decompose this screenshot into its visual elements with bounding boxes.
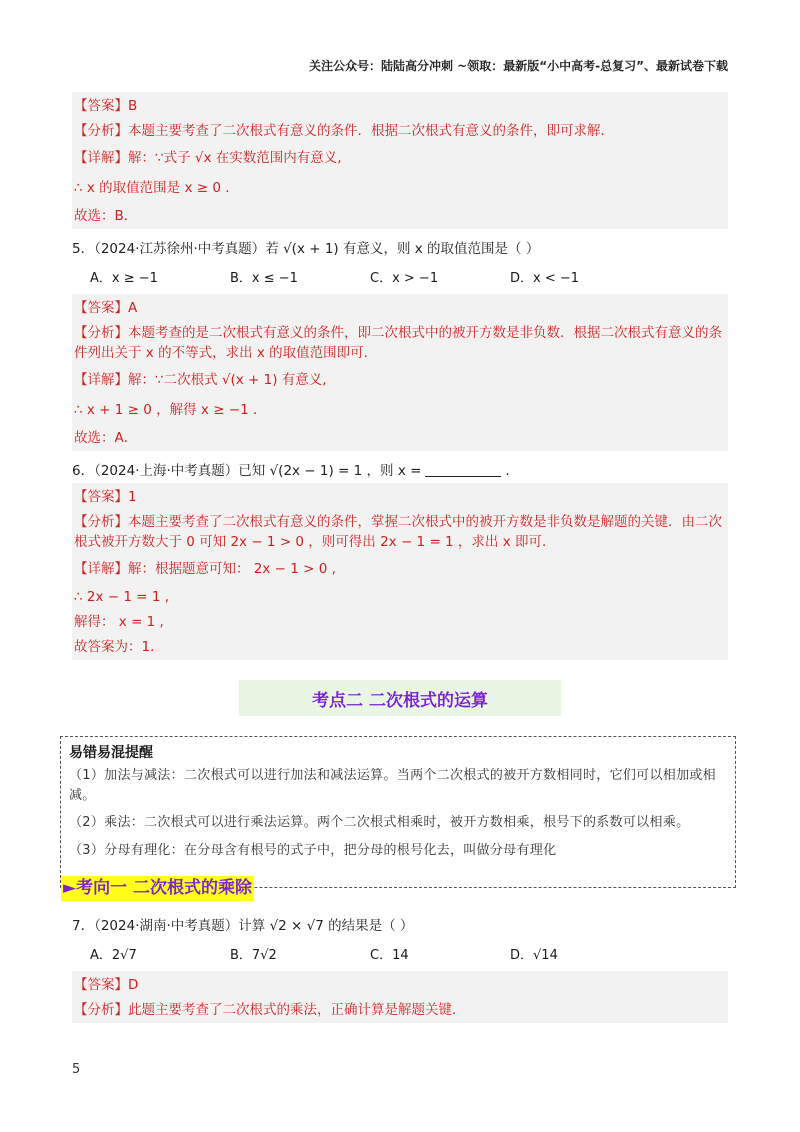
- option-d: D．√14: [510, 948, 558, 964]
- question-6: [72, 455, 728, 483]
- answer-blank: [425, 462, 501, 477]
- therefore-text: ∴ x 的取值范围是 x ≥ 0 ．: [74, 180, 239, 197]
- question-5-options: [90, 267, 728, 286]
- answer-block-7: [72, 971, 728, 1023]
- page-number: 5: [72, 1062, 81, 1077]
- question-6-stem: 6．（2024·上海·中考真题）已知 √(2x − 1) = 1 ，则 x =: [72, 463, 422, 480]
- choose-text: 故选：B．: [74, 207, 138, 224]
- focus-title: ►考向一 二次根式的乘除: [61, 876, 254, 902]
- option-a: A．x ≥ −1: [90, 271, 158, 286]
- therefore-text: ∴ x + 1 ≥ 0 ，解得 x ≥ −1 ．: [74, 402, 267, 419]
- detail-text: 【详解】解：∵二次根式 √(x + 1) 有意义,: [74, 372, 327, 389]
- choose-text: 故选：A．: [74, 429, 138, 446]
- option-b: B．x ≤ −1: [230, 271, 298, 286]
- analysis-text: 【分析】本题主要考查了二次根式有意义的条件，掌握二次根式中的被开方数是非负数是解题的关键．由二次根式被开方数大于 0 可知 2x − 1 > 0 ，则可得出 2x − 1 = 1 ，求出 x 即可．: [74, 514, 722, 550]
- question-7-options: [90, 944, 728, 963]
- answer-block-5: [72, 294, 728, 451]
- analysis-text: 【分析】此题主要考查了二次根式的乘法，正确计算是解题关键．: [74, 1001, 466, 1018]
- detail-text: 【详解】解：根据题意可知： 2x − 1 > 0 ,: [74, 561, 336, 578]
- answer-label: 【答案】D: [74, 976, 139, 993]
- tips-title: 易错易混提醒: [69, 745, 153, 762]
- therefore-text: ∴ 2x − 1 = 1 ,: [74, 588, 170, 605]
- answer-block-6: [72, 483, 728, 660]
- question-6-end: ．: [505, 463, 519, 480]
- option-d: D．x < −1: [510, 271, 580, 286]
- section-title: 考点二 二次根式的运算: [239, 680, 561, 716]
- option-b: B．7√2: [230, 948, 277, 964]
- tip-2: （2）乘法：二次根式可以进行乘法运算。两个二次根式相乘时，被开方数相乘，根号下的系数可以相乘。: [69, 815, 690, 831]
- option-c: C．14: [370, 948, 409, 964]
- answer-label: 【答案】A: [74, 299, 138, 316]
- question-7: 7．（2024·湖南·中考真题）计算 √2 × √7 的结果是（ ）: [72, 918, 414, 935]
- tip-3: （3）分母有理化：在分母含有根号的式子中，把分母的根号化去，叫做分母有理化: [69, 842, 557, 858]
- answer-label: 【答案】1: [74, 488, 137, 505]
- tips-box: [60, 736, 736, 898]
- answer-label: 【答案】B: [74, 97, 138, 114]
- analysis-text: 【分析】本题考查的是二次根式有意义的条件，即二次根式中的被开方数是非负数．根据二次根式有意义的条件列出关于 x 的不等式，求出 x 的取值范围即可．: [74, 325, 722, 361]
- solve-text: 解得： x = 1 ,: [74, 613, 164, 630]
- tip-1: （1）加法与减法：二次根式可以进行加法和减法运算。当两个二次根式的被开方数相同时，它们可以相加或相减。: [69, 768, 716, 803]
- answer-block-4: [72, 92, 728, 229]
- option-a: A．2√7: [90, 948, 137, 964]
- question-5: 5．（2024·江苏徐州·中考真题）若 √(x + 1) 有意义，则 x 的取值范围是（ ）: [72, 241, 540, 257]
- analysis-text: 【分析】本题主要考查了二次根式有意义的条件．根据二次根式有意义的条件，即可求解．: [74, 122, 614, 139]
- page-content: [63, 92, 728, 1027]
- option-c: C．x > −1: [370, 271, 439, 286]
- final-text: 故答案为：1．: [74, 638, 164, 655]
- detail-text: 【详解】解：∵式子 √x 在实数范围内有意义,: [74, 150, 342, 167]
- page-header: 关注公众号：陆陆高分冲刺 ~领取：最新版“小中高考-总复习”、最新试卷下载: [309, 59, 728, 73]
